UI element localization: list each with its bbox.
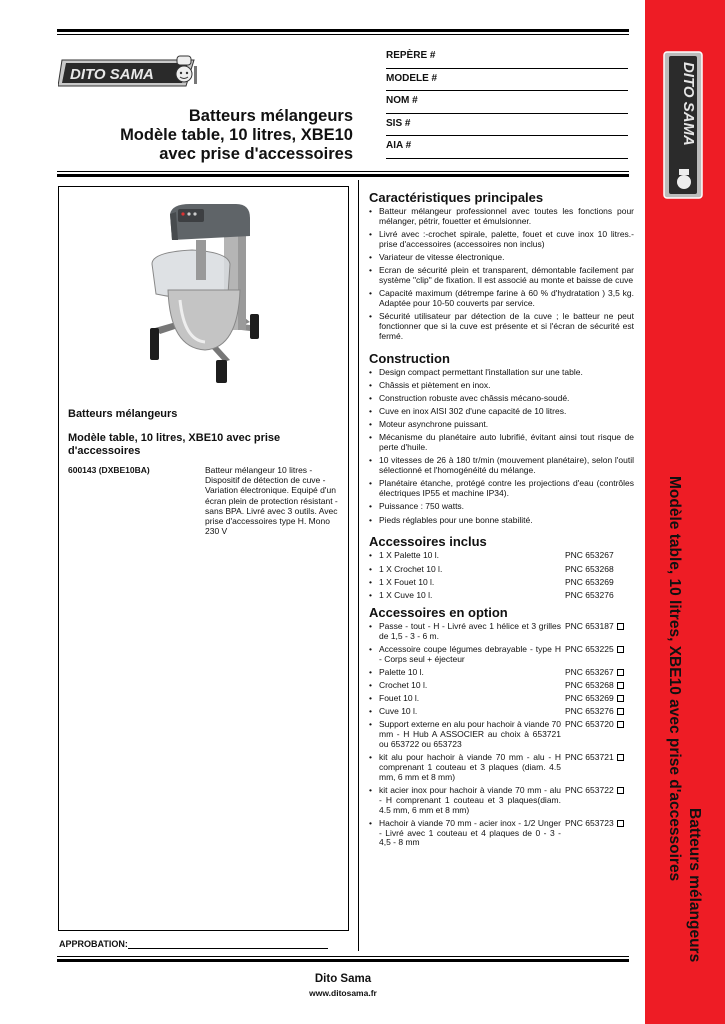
checkbox-icon[interactable] xyxy=(617,820,624,827)
construction-heading: Construction xyxy=(369,350,450,366)
accessory-item xyxy=(369,591,634,601)
list-item: • Pieds réglables pour une bonne stabilité. xyxy=(369,516,634,526)
optional-accessories-list xyxy=(369,622,634,848)
list-item: • Design compact permettant l'installation sur une table. xyxy=(369,368,634,378)
field-nom[interactable]: NOM # xyxy=(386,91,628,114)
checkbox-icon[interactable] xyxy=(617,787,624,794)
accessory-pnc xyxy=(565,578,634,588)
accessory-pnc xyxy=(565,694,634,704)
accessory-name: • Accessoire coupe légumes debrayable - type H - Corps seul + éjecteur xyxy=(379,643,561,664)
accessory-pnc xyxy=(565,622,634,642)
accessory-pnc xyxy=(565,591,634,601)
side-title-line1: Modèle table, 10 litres, XBE10 avec prise d'accessoires xyxy=(666,476,683,882)
footer-url[interactable]: www.ditosama.fr xyxy=(309,988,377,998)
checkbox-icon[interactable] xyxy=(617,721,624,728)
product-box-title: Batteurs mélangeurs xyxy=(68,408,178,420)
mid-rule-thick xyxy=(57,174,629,177)
accessory-pnc xyxy=(565,720,634,749)
accessory-name: • 1 X Fouet 10 l. xyxy=(379,576,435,587)
accessory-pnc xyxy=(565,819,634,848)
list-item: • Capacité maximum (détrempe farine à 60 % d'hydratation ) 3,5 kg. Adaptée pour 10-50 couverts par service. xyxy=(369,289,634,309)
accessory-name: • Fouet 10 l. xyxy=(379,693,420,704)
accessory-item xyxy=(369,668,634,678)
page-title: Batteurs mélangeurs Modèle table, 10 litres, XBE10 avec prise d'accessoires xyxy=(120,107,353,163)
side-title xyxy=(662,472,712,992)
features-heading: Caractéristiques principales xyxy=(369,190,544,205)
included-accessories-list xyxy=(369,551,634,600)
accessory-name: • Passe - tout - H - Livré avec 1 hélice et 3 grilles de 1,5 - 3 - 6 m. xyxy=(379,620,561,641)
checkbox-icon[interactable] xyxy=(617,623,624,630)
accessory-pnc xyxy=(565,645,634,665)
accessory-name: • 1 X Palette 10 l. xyxy=(379,550,440,561)
pnc-code: PNC 653269 xyxy=(565,576,614,587)
pnc-code: PNC 653187 xyxy=(565,620,614,631)
field-sis[interactable]: SIS # xyxy=(386,114,628,137)
accessory-name: • Palette 10 l. xyxy=(379,666,424,677)
list-item: • Livré avec :-crochet spirale, palette, fouet et cuve inox 10 litres.-prise d'accessoires (accessoires non inclus) xyxy=(369,230,634,250)
approbation-signature-line[interactable] xyxy=(128,948,328,949)
pnc-code: PNC 653268 xyxy=(565,679,614,690)
bottom-rule-thin xyxy=(57,956,629,957)
top-rule-thin xyxy=(57,34,629,35)
accessory-pnc xyxy=(565,565,634,575)
accessory-pnc xyxy=(565,786,634,815)
accessory-item xyxy=(369,720,634,749)
top-rule-thick xyxy=(57,29,629,32)
pnc-code: PNC 653721 xyxy=(565,752,614,763)
accessory-name: • Support externe en alu pour hachoir à viande 70 mm - H Hub A ASSOCIER au choix à 653721 ou 653722 ou 653723 xyxy=(379,719,561,750)
accessory-item xyxy=(369,753,634,782)
list-item: • Sécurité utilisateur par détection de la cuve ; le batteur ne peut fonctionner que si la cuve est présente et si l'écran de sécurité est fermé. xyxy=(369,312,634,341)
list-item: • Variateur de vitesse électronique. xyxy=(369,253,634,263)
accessory-pnc xyxy=(565,707,634,717)
pnc-code: PNC 653269 xyxy=(565,693,614,704)
checkbox-icon[interactable] xyxy=(617,669,624,676)
column-divider xyxy=(358,180,359,951)
list-item: • Mécanisme du planétaire auto lubrifié, évitant ainsi tout risque de perte d'huile. xyxy=(369,433,634,453)
accessory-pnc xyxy=(565,551,634,561)
accessory-pnc xyxy=(565,753,634,782)
accessory-item xyxy=(369,707,634,717)
pnc-code: PNC 653267 xyxy=(565,550,614,561)
accessory-name: • kit acier inox pour hachoir à viande 70 mm - alu - H comprenant 1 couteau et 3 plaques(diam. 4.5 mm, 6 mm et 8 mm) xyxy=(379,785,561,815)
pnc-code: PNC 653267 xyxy=(565,666,614,677)
checkbox-icon[interactable] xyxy=(617,708,624,715)
side-title-line2: Batteurs mélangeurs xyxy=(686,808,703,963)
accessory-item xyxy=(369,681,634,691)
accessory-item xyxy=(369,578,634,588)
pnc-code: PNC 653225 xyxy=(565,643,614,654)
pnc-code: PNC 653720 xyxy=(565,719,614,730)
reference-fields xyxy=(386,46,628,159)
construction-list xyxy=(369,368,634,526)
list-item: • Cuve en inox AISI 302 d'une capacité de 10 litres. xyxy=(369,407,634,417)
pnc-code: PNC 653722 xyxy=(565,785,614,796)
list-item: • Construction robuste avec châssis mécano-soudé. xyxy=(369,394,634,404)
checkbox-icon[interactable] xyxy=(617,682,624,689)
accessory-name: • kit alu pour hachoir à viande 70 mm - alu - H comprenant 1 couteau et 3 plaques (diam. 4.5 mm, 6 mm et 8 mm) xyxy=(379,752,561,782)
optional-heading: Accessoires en option xyxy=(369,604,508,620)
list-item: • Moteur asynchrone puissant. xyxy=(369,420,634,430)
list-item: • Châssis et piètement en inox. xyxy=(369,381,634,391)
field-aia[interactable]: AIA # xyxy=(386,136,628,159)
accessory-item xyxy=(369,565,634,575)
field-modele[interactable]: MODELE # xyxy=(386,69,628,92)
accessory-name: • Crochet 10 l. xyxy=(379,679,428,690)
checkbox-icon[interactable] xyxy=(617,754,624,761)
checkbox-icon[interactable] xyxy=(617,695,624,702)
brand-logo xyxy=(58,52,206,92)
pnc-code: PNC 653276 xyxy=(565,589,614,600)
accessory-name: • 1 X Cuve 10 l. xyxy=(379,589,433,600)
list-item: • Batteur mélangeur professionnel avec toutes les fonctions pour mélanger, pétrir, fouetter et émulsionner. xyxy=(369,207,634,227)
bottom-rule-thick xyxy=(57,959,629,962)
mixer-product-image xyxy=(150,200,260,385)
accessory-item xyxy=(369,645,634,665)
accessory-pnc xyxy=(565,668,634,678)
side-brand-logo xyxy=(661,50,707,200)
list-item: • Planétaire étanche, protégé contre les projections d'eau (contrôles électriques IP55 et machine IP34). xyxy=(369,479,634,499)
features-list xyxy=(369,207,634,342)
accessory-item xyxy=(369,622,634,642)
mid-rule-thin xyxy=(57,171,629,172)
accessory-name: • Cuve 10 l. xyxy=(379,706,418,717)
approbation-label: APPROBATION: xyxy=(59,939,128,949)
list-item: • Puissance : 750 watts. xyxy=(369,502,634,512)
pnc-code: PNC 653276 xyxy=(565,706,614,717)
list-item: • 10 vitesses de 26 à 180 tr/min (mouvement planétaire), selon l'outil sélectionné et l'homogénéité du mélange. xyxy=(369,456,634,476)
accessory-item xyxy=(369,551,634,561)
accessory-pnc xyxy=(565,681,634,691)
accessory-item xyxy=(369,786,634,815)
logo-text: DITO SAMA xyxy=(70,66,154,83)
included-heading: Accessoires inclus xyxy=(369,534,487,550)
specs-column xyxy=(369,190,634,852)
checkbox-icon[interactable] xyxy=(617,646,624,653)
accessory-name: • 1 X Crochet 10 l. xyxy=(379,563,443,574)
side-logo-text: DITO SAMA xyxy=(680,62,697,146)
accessory-name: • Hachoir à viande 70 mm - acier inox - 1/2 Unger - Livré avec 1 couteau et 4 plaques de 0 - 3 - 4,5 - 8 mm xyxy=(379,817,561,848)
product-code: 600143 (DXBE10BA) xyxy=(68,465,150,475)
list-item: • Ecran de sécurité plein et transparent, démontable facilement par système "clip" de fixation. Il est associé au monte et baisse de cuve xyxy=(369,266,634,286)
field-repere[interactable]: REPÈRE # xyxy=(386,46,628,69)
accessory-item xyxy=(369,694,634,704)
pnc-code: PNC 653268 xyxy=(565,563,614,574)
accessory-item xyxy=(369,819,634,848)
product-description: Batteur mélangeur 10 litres - Dispositif de détection de cuve - Variation électronique. Equipé d'un écran plein de protection résistant - sans BPA. Livré avec 3 outils. Avec prise d'accessoires type H. Mono 230 V xyxy=(205,465,338,537)
pnc-code: PNC 653723 xyxy=(565,817,614,828)
product-box-subtitle: Modèle table, 10 litres, XBE10 avec prise d'accessoires xyxy=(68,432,281,457)
footer-brand: Dito Sama xyxy=(314,973,372,985)
